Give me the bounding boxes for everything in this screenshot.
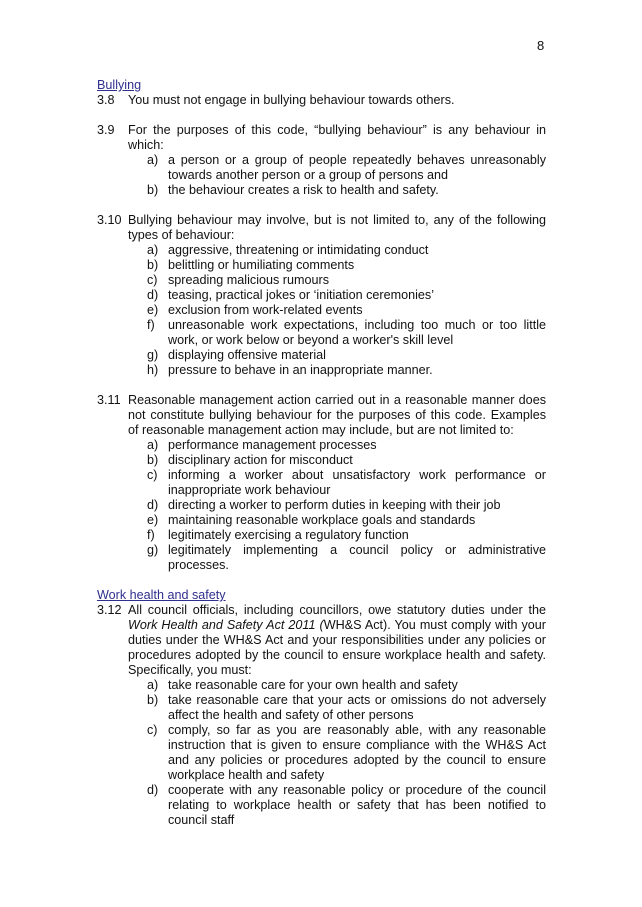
- list-item-label: f): [147, 528, 155, 542]
- list-item-label: b): [147, 693, 159, 707]
- list-item-label: g): [147, 543, 159, 557]
- list-item-text: comply, so far as you are reasonably able, with any reasonable instruction that is given to ensure compliance with the WH&S Act and any policies or procedures adopted by the council to ensure workplace health and safety: [168, 723, 546, 782]
- list-item-text: legitimately exercising a regulatory function: [168, 528, 409, 542]
- clause-text: For the purposes of this code, “bullying behaviour” is any behaviour in which:: [128, 123, 546, 152]
- list-item-label: b): [147, 183, 159, 197]
- clause-text-part: All council officials, including councillors, owe statutory duties under the: [128, 603, 546, 617]
- clause-3-8: [97, 93, 546, 108]
- clause-number: 3.8: [97, 93, 115, 107]
- clause-3-11-list: [97, 438, 546, 573]
- list-item-text: belittling or humiliating comments: [168, 258, 355, 272]
- clause-3-11: [97, 393, 546, 438]
- list-item-text: aggressive, threatening or intimidating conduct: [168, 243, 429, 257]
- clause-text: Bullying behaviour may involve, but is not limited to, any of the following types of behaviour:: [128, 213, 546, 242]
- list-item: [147, 513, 546, 528]
- list-item-label: b): [147, 258, 159, 272]
- list-item-text: the behaviour creates a risk to health and safety.: [168, 183, 439, 197]
- list-item-label: a): [147, 678, 159, 692]
- list-item: [147, 528, 546, 543]
- clause-text-part: WH&S Act). You must comply with your duties under the WH&S Act and your responsibilities under any policies or procedures adopted by the council to ensure workplace health and safety. Specifically, you must:: [128, 618, 546, 677]
- list-item-text: directing a worker to perform duties in keeping with their job: [168, 498, 501, 512]
- list-item-text: cooperate with any reasonable policy or procedure of the council relating to workplace health or safety that has been notified to council staff: [168, 783, 546, 827]
- list-item: [147, 498, 546, 513]
- list-item-label: a): [147, 438, 159, 452]
- list-item-label: a): [147, 153, 159, 167]
- list-item: [147, 453, 546, 468]
- list-item-label: g): [147, 348, 159, 362]
- list-item: [147, 723, 546, 783]
- list-item-text: take reasonable care that your acts or omissions do not adversely affect the health and safety of other persons: [168, 693, 546, 722]
- list-item-text: disciplinary action for misconduct: [168, 453, 353, 467]
- list-item: [147, 693, 546, 723]
- list-item-text: take reasonable care for your own health and safety: [168, 678, 458, 692]
- list-item-text: spreading malicious rumours: [168, 273, 329, 287]
- list-item: [147, 153, 546, 183]
- list-item-label: h): [147, 363, 159, 377]
- list-item-text: unreasonable work expectations, including too much or too little work, or work below or beyond a worker's skill level: [168, 318, 546, 347]
- list-item: [147, 243, 546, 258]
- list-item: [147, 543, 546, 573]
- list-item-label: f): [147, 318, 155, 332]
- clause-text: [128, 603, 546, 678]
- list-item-label: c): [147, 468, 158, 482]
- clause-3-10: [97, 213, 546, 243]
- list-item: [147, 783, 546, 828]
- list-item-label: c): [147, 723, 158, 737]
- clause-number: 3.11: [97, 393, 121, 407]
- list-item: [147, 438, 546, 453]
- list-item: [147, 318, 546, 348]
- list-item: [147, 288, 546, 303]
- clause-3-10-list: [97, 243, 546, 378]
- list-item: [147, 303, 546, 318]
- act-name: Work Health and Safety Act 2011 (: [128, 618, 324, 632]
- list-item-label: d): [147, 783, 159, 797]
- clause-number: 3.10: [97, 213, 122, 227]
- list-item-text: legitimately implementing a council policy or administrative processes.: [168, 543, 546, 572]
- list-item-text: maintaining reasonable workplace goals and standards: [168, 513, 476, 527]
- page-number: 8: [537, 38, 545, 53]
- list-item-text: informing a worker about unsatisfactory work performance or inappropriate work behaviour: [168, 468, 546, 497]
- list-item-label: b): [147, 453, 159, 467]
- list-item-text: exclusion from work-related events: [168, 303, 363, 317]
- clause-3-9-list: [97, 153, 546, 198]
- section-heading-whs: Work health and safety: [97, 588, 226, 602]
- list-item-label: a): [147, 243, 159, 257]
- list-item-text: pressure to behave in an inappropriate manner.: [168, 363, 433, 377]
- list-item-label: e): [147, 513, 159, 527]
- list-item-label: e): [147, 303, 159, 317]
- list-item-text: teasing, practical jokes or ‘initiation ceremonies’: [168, 288, 434, 302]
- list-item-text: performance management processes: [168, 438, 377, 452]
- list-item: [147, 363, 546, 378]
- clause-3-12: [97, 603, 546, 678]
- document-body: [97, 78, 546, 828]
- list-item-label: d): [147, 498, 159, 512]
- list-item: [147, 468, 546, 498]
- list-item: [147, 678, 546, 693]
- clause-number: 3.12: [97, 603, 122, 617]
- list-item-label: c): [147, 273, 158, 287]
- list-item: [147, 348, 546, 363]
- clause-text: You must not engage in bullying behaviour towards others.: [128, 93, 455, 107]
- list-item-text: a person or a group of people repeatedly behaves unreasonably towards another person or a group of persons and: [168, 153, 546, 182]
- clause-text: Reasonable management action carried out in a reasonable manner does not constitute bullying behaviour for the purposes of this code. Examples of reasonable management action may include, but are not limited to:: [128, 393, 546, 437]
- list-item-label: d): [147, 288, 159, 302]
- list-item-text: displaying offensive material: [168, 348, 326, 362]
- list-item: [147, 273, 546, 288]
- clause-3-12-list: [97, 678, 546, 828]
- clause-number: 3.9: [97, 123, 115, 137]
- clause-3-9: [97, 123, 546, 153]
- list-item: [147, 258, 546, 273]
- list-item: [147, 183, 546, 198]
- section-heading-bullying: Bullying: [97, 78, 142, 92]
